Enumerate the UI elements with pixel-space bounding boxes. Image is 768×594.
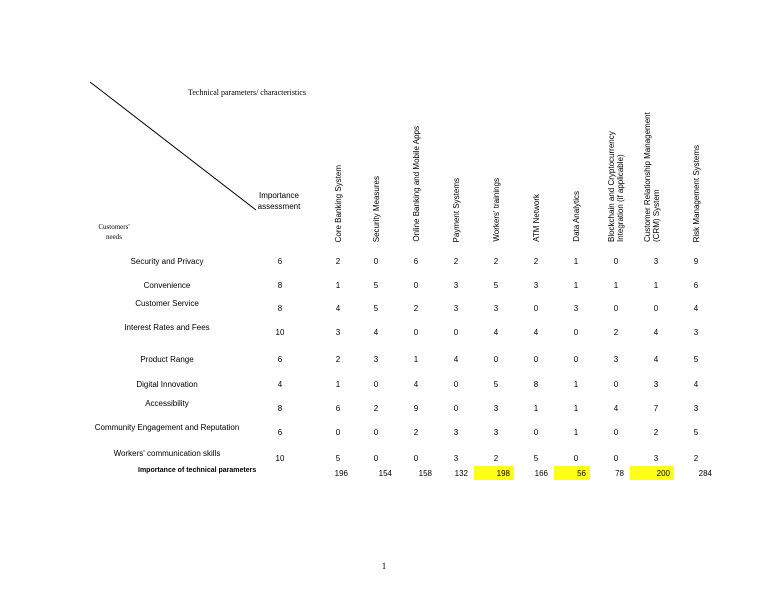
importance-value: 8	[277, 404, 283, 413]
relationship-cell: 9	[693, 257, 699, 266]
relationship-cell: 6	[335, 404, 341, 413]
column-header: Online Banking and Mobile Apps	[411, 126, 421, 242]
relationship-cell: 4	[533, 328, 539, 337]
column-header: Risk Management Systems	[691, 144, 701, 242]
relationship-cell: 0	[573, 328, 579, 337]
relationship-cell: 2	[613, 328, 619, 337]
relationship-cell: 0	[493, 355, 499, 364]
relationship-cell: 3	[613, 355, 619, 364]
relationship-cell: 4	[413, 380, 419, 389]
relationship-cell: 5	[533, 454, 539, 463]
relationship-cell: 3	[453, 454, 459, 463]
relationship-cell: 2	[373, 404, 379, 413]
total-value: 78	[615, 469, 624, 478]
relationship-cell: 2	[653, 428, 659, 437]
relationship-cell: 5	[373, 281, 379, 290]
relationship-cell: 5	[373, 304, 379, 313]
column-header: Data Analytics	[571, 191, 581, 242]
relationship-cell: 2	[413, 428, 419, 437]
importance-value: 8	[277, 304, 283, 313]
relationship-cell: 3	[453, 304, 459, 313]
customer-need-label: Interest Rates and Fees	[124, 323, 210, 332]
relationship-cell: 9	[413, 404, 419, 413]
relationship-cell: 1	[573, 428, 579, 437]
relationship-cell: 3	[693, 328, 699, 337]
total-value-highlighted: 56	[554, 466, 590, 480]
relationship-cell: 4	[693, 304, 699, 313]
customers-needs-header: Customers' needs	[98, 223, 130, 241]
relationship-cell: 1	[335, 281, 341, 290]
total-value: 284	[698, 469, 712, 478]
relationship-cell: 3	[493, 428, 499, 437]
relationship-cell: 1	[653, 281, 659, 290]
relationship-cell: 2	[335, 355, 341, 364]
relationship-cell: 2	[693, 454, 699, 463]
relationship-cell: 3	[653, 257, 659, 266]
relationship-cell: 4	[493, 328, 499, 337]
importance-value: 8	[277, 281, 283, 290]
relationship-cell: 1	[573, 281, 579, 290]
relationship-cell: 0	[573, 355, 579, 364]
importance-value: 10	[275, 454, 285, 463]
relationship-cell: 0	[613, 304, 619, 313]
importance-value: 6	[277, 428, 283, 437]
customer-need-label: Accessibility	[145, 399, 189, 408]
relationship-cell: 1	[573, 404, 579, 413]
relationship-cell: 0	[453, 328, 459, 337]
relationship-cell: 3	[373, 355, 379, 364]
relationship-cell: 1	[573, 380, 579, 389]
relationship-cell: 3	[453, 281, 459, 290]
relationship-cell: 6	[693, 281, 699, 290]
relationship-cell: 3	[493, 304, 499, 313]
relationship-cell: 0	[373, 428, 379, 437]
customer-need-label: Digital Innovation	[136, 380, 198, 389]
column-header: Workers' trainings	[491, 178, 501, 242]
relationship-cell: 5	[493, 380, 499, 389]
relationship-cell: 2	[335, 257, 341, 266]
relationship-cell: 0	[653, 304, 659, 313]
relationship-cell: 0	[533, 355, 539, 364]
relationship-cell: 5	[335, 454, 341, 463]
relationship-cell: 0	[573, 454, 579, 463]
relationship-cell: 0	[373, 257, 379, 266]
total-value-highlighted: 200	[630, 466, 674, 480]
relationship-cell: 4	[693, 380, 699, 389]
relationship-cell: 1	[413, 355, 419, 364]
relationship-cell: 4	[373, 328, 379, 337]
total-value: 158	[418, 469, 432, 478]
relationship-cell: 3	[653, 454, 659, 463]
customer-need-label: Convenience	[143, 281, 191, 290]
relationship-cell: 0	[373, 380, 379, 389]
relationship-cell: 0	[335, 428, 341, 437]
relationship-cell: 0	[373, 454, 379, 463]
customer-need-label: Security and Privacy	[130, 257, 204, 266]
total-value: 154	[378, 469, 392, 478]
relationship-cell: 0	[613, 428, 619, 437]
relationship-cell: 3	[693, 404, 699, 413]
relationship-cell: 1	[613, 281, 619, 290]
relationship-cell: 7	[653, 404, 659, 413]
relationship-cell: 4	[453, 355, 459, 364]
relationship-cell: 4	[613, 404, 619, 413]
relationship-cell: 5	[693, 428, 699, 437]
technical-parameters-title: Technical parameters/ characteristics	[188, 88, 307, 97]
customer-need-label: Community Engagement and Reputation	[94, 423, 240, 432]
relationship-cell: 3	[335, 328, 341, 337]
total-value: 196	[334, 469, 348, 478]
relationship-cell: 2	[453, 257, 459, 266]
relationship-cell: 1	[573, 257, 579, 266]
relationship-cell: 0	[533, 428, 539, 437]
relationship-cell: 3	[453, 428, 459, 437]
relationship-cell: 2	[493, 454, 499, 463]
relationship-cell: 0	[453, 404, 459, 413]
relationship-cell: 0	[613, 380, 619, 389]
relationship-cell: 3	[573, 304, 579, 313]
relationship-cell: 4	[653, 355, 659, 364]
importance-value: 10	[275, 328, 285, 337]
relationship-cell: 8	[533, 380, 539, 389]
column-header: ATM Network	[531, 194, 541, 242]
relationship-cell: 0	[613, 454, 619, 463]
customer-need-label: Workers' communication skills	[113, 449, 221, 458]
column-header: Security Measures	[371, 175, 381, 242]
relationship-cell: 1	[533, 404, 539, 413]
relationship-cell: 5	[693, 355, 699, 364]
relationship-cell: 0	[453, 380, 459, 389]
relationship-cell: 3	[533, 281, 539, 290]
total-value: 166	[534, 469, 548, 478]
customer-need-label: Customer Service	[135, 299, 199, 308]
relationship-cell: 0	[613, 257, 619, 266]
importance-assessment-header: Importance assessment	[257, 191, 301, 211]
relationship-cell: 4	[653, 328, 659, 337]
page-number: 1	[381, 561, 387, 571]
customer-need-label: Product Range	[140, 355, 194, 364]
total-value: 132	[454, 469, 468, 478]
importance-value: 6	[277, 355, 283, 364]
relationship-cell: 5	[493, 281, 499, 290]
importance-value: 4	[277, 380, 283, 389]
total-value-highlighted: 198	[474, 466, 514, 480]
column-header: Payment Systems	[451, 177, 461, 242]
relationship-cell: 0	[413, 454, 419, 463]
column-header: Core Banking System	[333, 164, 343, 242]
relationship-cell: 3	[493, 404, 499, 413]
relationship-cell: 3	[653, 380, 659, 389]
relationship-cell: 2	[413, 304, 419, 313]
importance-value: 6	[277, 257, 283, 266]
relationship-cell: 0	[413, 328, 419, 337]
relationship-cell: 6	[413, 257, 419, 266]
column-header: Blockchain and Cryptocurrency Integration (if applicable)	[607, 131, 625, 242]
relationship-cell: 2	[493, 257, 499, 266]
column-header: Customer Relationship Management (CRM) System	[642, 112, 661, 242]
relationship-cell: 4	[335, 304, 341, 313]
relationship-cell: 0	[413, 281, 419, 290]
relationship-cell: 0	[533, 304, 539, 313]
relationship-cell: 1	[335, 380, 341, 389]
relationship-cell: 2	[533, 257, 539, 266]
totals-label: Importance of technical parameters	[138, 467, 257, 474]
